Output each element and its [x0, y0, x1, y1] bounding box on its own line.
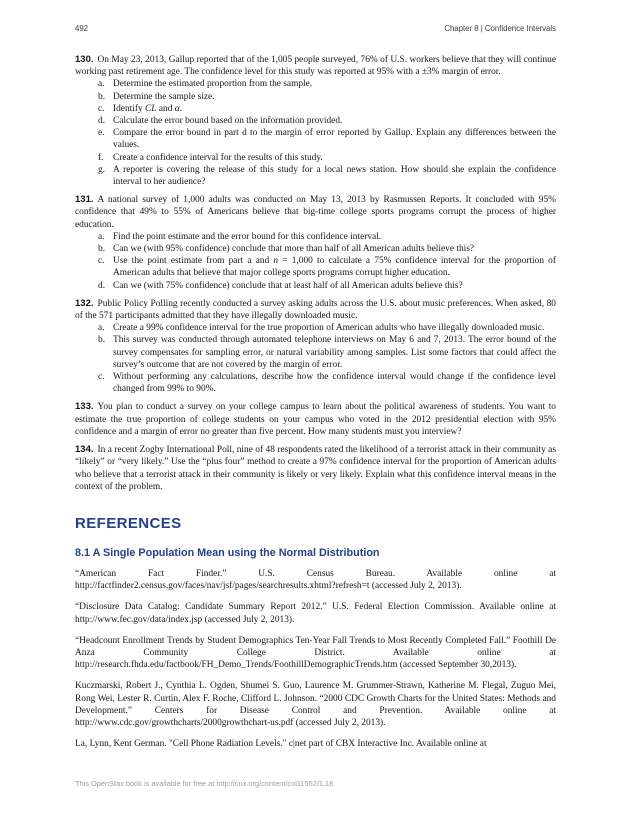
problem-134: [75, 444, 556, 493]
problem-intro: [75, 298, 556, 322]
item-letter: d.: [98, 116, 106, 127]
item-text: Can we (with 95% confidence) conclude that more than half of all American adults believe this?: [113, 244, 475, 255]
problem-item: [75, 152, 556, 164]
problem-intro: [75, 444, 556, 493]
item-letter: c.: [98, 256, 105, 267]
problem-item: [75, 322, 556, 334]
problem-item: [75, 78, 556, 90]
item-letter: b.: [98, 91, 106, 102]
reference-entry: “Disclosure Data Catalog: Candidate Summary Report 2012.” U.S. Federal Election Commission. Available online at http://www.fec.gov/data/index.jsp (accessed July 2, 2013).: [75, 602, 556, 625]
item-letter: c.: [98, 372, 105, 383]
reference-entry: Kuczmarski, Robert J., Cynthia L. Ogden, Shumei S. Guo, Laurence M. Grummer-Strawn, Katherine M. Flegal, Zuguo Mei, Rong Wei, Lester R. Curtin, Alex F. Roche, Clifford L. Johnson. “2000 CDC Growth Charts for the United States: Methods and Development.” Centers for Disease Control and Prevention. Available online at http://www.cdc.gov/growthcharts/2000growthchart-us.pdf (accessed July 2, 2013).: [75, 681, 556, 728]
item-letter: c.: [98, 103, 105, 114]
problem-item: [75, 91, 556, 103]
problem-131: [75, 194, 556, 292]
item-text: Can we (with 75% confidence) conclude that at least half of all American adults believe this?: [113, 280, 463, 291]
problem-number: 134.: [75, 444, 94, 456]
variable-alpha: α: [174, 103, 180, 114]
chapter-title: Chapter 8 | Confidence Intervals: [444, 24, 556, 33]
problem-intro-text: In a recent Zogby International Poll, nine of 48 respondents rated the likelihood of a terrorist attack in their community as “likely” or “very likely.” Use the “plus four” method to create a 97% confidence interval for the proportion of American adults who believe that a terrorist attack in their community is likely or very likely. Explain what this confidence interval means in the context of the problem.: [75, 445, 556, 492]
problem-intro: [75, 401, 556, 438]
item-text-part: Identify: [113, 103, 146, 114]
item-text: Compare the error bound in part d to the margin of error reported by Gallup. Explain any differences between the values.: [113, 128, 556, 151]
problem-item: [75, 255, 556, 279]
item-text-part: .: [179, 103, 182, 114]
problem-item: [75, 231, 556, 243]
item-text: Create a confidence interval for the results of this study.: [113, 152, 323, 163]
item-text: Find the point estimate and the error bound for this confidence interval.: [113, 231, 382, 242]
problem-item: [75, 103, 556, 115]
variable-n: n: [273, 256, 279, 267]
item-letter: b.: [98, 244, 106, 255]
item-letter: e.: [98, 128, 105, 139]
problem-133: [75, 401, 556, 438]
item-text: Determine the sample size.: [113, 91, 215, 102]
item-text-part: = 1,000 to calculate a 75% confidence interval for the proportion of American adults that believe that major college sports programs corrupt higher education.: [113, 256, 556, 279]
footer-text: This OpenStax book is available for free at http://cnx.org/content/col11562/1.18: [75, 779, 334, 788]
reference-entry: La, Lynn, Kent German. "Cell Phone Radiation Levels." c|net part of CBX Interactive Inc. Available online at: [75, 739, 487, 750]
item-letter: d.: [98, 280, 106, 291]
problem-item: [75, 127, 556, 151]
item-letter: g.: [98, 164, 106, 175]
problem-intro-text: You plan to conduct a survey on your college campus to learn about the political awareness of students. You want to estimate the true proportion of college students on your campus who voted in the 2012 presidential election with 95% confidence and a margin of error no greater than five percent. How many students must you interview?: [75, 402, 556, 437]
item-letter: f.: [98, 152, 104, 163]
problem-number: 133.: [75, 401, 94, 413]
page-number: 492: [75, 24, 89, 33]
item-letter: b.: [98, 335, 106, 346]
item-text: Without performing any calculations, describe how the confidence interval would change if the confidence level changed from 99% to 90%.: [113, 372, 556, 395]
item-text: This survey was conducted through automated telephone interviews on May 6 and 7, 2013. The error bound of the survey compensates for sampling error, or natural variability among samples. List some factors that could affect the survey’s outcome that are not covered by the margin of error.: [113, 335, 556, 370]
item-text: Determine the estimated proportion from the sample.: [113, 79, 313, 90]
item-text: Calculate the error bound based on the information provided.: [113, 116, 343, 127]
problem-130: [75, 54, 556, 188]
item-text: A reporter is covering the release of this study for a local news station. How should she explain the confidence interval to her audience?: [113, 164, 556, 188]
problem-item: [75, 115, 556, 127]
item-text-part: Use the point estimate from part a and: [113, 256, 274, 267]
reference-entry: “Headcount Enrollment Trends by Student Demographics Ten-Year Fall Trends to Most Recently Completed Fall.” Foothill De Anza Community College District. Available online at http://research.fhda.edu/factbook/FH_Demo_Trends/FoothillDemographicTrends.htm (accessed September 30,2013).: [75, 635, 556, 671]
problem-132: [75, 298, 556, 396]
problem-item: [75, 371, 556, 395]
problem-number: 130.: [75, 54, 94, 65]
problem-item: [75, 334, 556, 371]
variable-cl: CL: [145, 103, 157, 114]
problem-number: 132.: [75, 297, 94, 309]
reference-entry: “American Fact Finder.” U.S. Census Bureau. Available online at http://factfinder2.census.gov/faces/nav/jsf/pages/searchresults.xhtml?refresh=t (accessed July 2, 2013).: [75, 568, 556, 592]
item-letter: a.: [98, 231, 105, 242]
item-text: [113, 255, 556, 279]
problem-item: [75, 280, 556, 292]
problem-intro-text: On May 23, 2013, Gallup reported that of the 1,005 people surveyed, 76% of U.S. workers believe that they will continue working past retirement age. The confidence level for this study was reported at 95% with a ±3% margin of error.: [75, 55, 556, 78]
page-footer: [75, 779, 333, 788]
problem-intro: [75, 194, 556, 231]
problem-intro-text: A national survey of 1,000 adults was conducted on May 13, 2013 by Rasmussen Reports. It concluded with 95% confidence that 49% to 55% of Americans believe that big-time college sports programs corrupt the process of higher education.: [75, 195, 556, 230]
problem-item: [75, 243, 556, 255]
running-head: [75, 24, 556, 33]
references-title: REFERENCES: [75, 514, 182, 532]
item-text-part: and: [156, 103, 175, 114]
problem-intro-text: Public Policy Polling recently conducted a survey asking adults across the U.S. about music preferences. When asked, 80 of the 571 participants admitted that they have illegally downloaded music.: [75, 298, 556, 322]
item-letter: a.: [98, 323, 105, 334]
problem-number: 131.: [75, 194, 94, 206]
item-letter: a.: [98, 79, 105, 90]
references-section-heading: 8.1 A Single Population Mean using the Normal Distribution: [75, 546, 380, 559]
page-content: [75, 54, 556, 750]
problem-intro: [75, 54, 556, 78]
item-text: Create a 99% confidence interval for the true proportion of American adults who have illegally downloaded music.: [113, 323, 545, 334]
problem-item: [75, 164, 556, 188]
item-text: [113, 103, 556, 115]
